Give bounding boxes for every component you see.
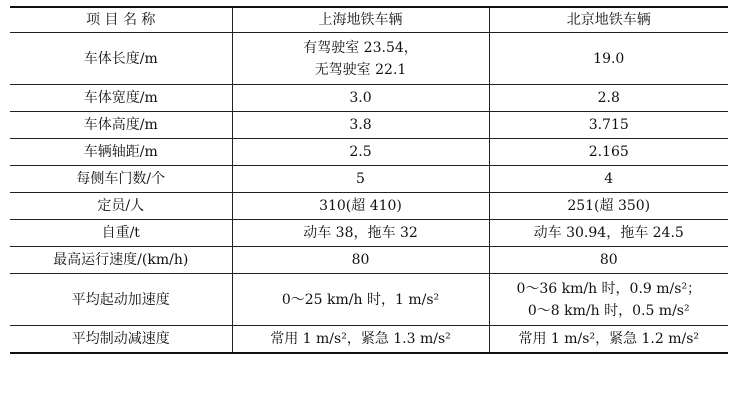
shanghai-value (232, 247, 489, 274)
shanghai-value (232, 193, 489, 220)
row-label: 每侧车门数/个 (10, 166, 232, 193)
header-shanghai: 上海地铁车辆 (232, 7, 489, 33)
shanghai-value-line: 无驾驶室 22.1 (314, 61, 407, 78)
beijing-value (489, 85, 728, 112)
row-label: 车体长度/m (10, 33, 232, 85)
table-row (10, 220, 728, 247)
shanghai-value-line: 动车 38，拖车 32 (303, 225, 418, 241)
beijing-value (489, 166, 728, 193)
table-row (10, 33, 728, 85)
beijing-value (489, 326, 728, 354)
shanghai-value-line: 3.0 (349, 90, 372, 106)
shanghai-value (232, 326, 489, 354)
table-row (10, 247, 728, 274)
beijing-value (489, 274, 728, 326)
beijing-value (489, 247, 728, 274)
shanghai-value (232, 220, 489, 247)
shanghai-value (232, 274, 489, 326)
header-row (10, 7, 728, 33)
shanghai-value-line: 0～25 km/h 时，1 m/s² (281, 291, 440, 308)
row-label: 车体宽度/m (10, 85, 232, 112)
table-row (10, 274, 728, 326)
beijing-value-line: 19.0 (593, 50, 625, 67)
table-body (10, 33, 728, 354)
beijing-value-line: 4 (604, 171, 614, 187)
spec-comparison-table (10, 6, 728, 354)
beijing-value-line: 2.8 (597, 90, 620, 106)
table-row (10, 112, 728, 139)
beijing-value-line: 0～36 km/h 时，0.9 m/s²； (516, 280, 702, 297)
row-label: 车辆轴距/m (10, 139, 232, 166)
table-row (10, 166, 728, 193)
shanghai-value (232, 112, 489, 139)
beijing-value-line: 0～8 km/h 时，0.5 m/s² (527, 302, 690, 319)
shanghai-value (232, 33, 489, 85)
row-label: 车体高度/m (10, 112, 232, 139)
beijing-value (489, 139, 728, 166)
table-row (10, 326, 728, 354)
header-item-name: 项 目 名 称 (10, 7, 232, 33)
row-label: 定员/人 (10, 193, 232, 220)
shanghai-value-line: 5 (356, 171, 365, 187)
beijing-value-line: 常用 1 m/s²，紧急 1.2 m/s² (518, 331, 700, 347)
shanghai-value-line: 有驾驶室 23.54， (303, 39, 418, 56)
shanghai-value (232, 85, 489, 112)
beijing-value (489, 112, 728, 139)
shanghai-value (232, 139, 489, 166)
beijing-value-line: 251(超 350) (567, 198, 651, 214)
beijing-value-line: 动车 30.94，拖车 24.5 (533, 225, 684, 241)
beijing-value (489, 33, 728, 85)
shanghai-value-line: 常用 1 m/s²，紧急 1.3 m/s² (270, 331, 451, 347)
row-label: 最高运行速度/(km/h) (10, 247, 232, 274)
beijing-value (489, 193, 728, 220)
table-row (10, 85, 728, 112)
table-row (10, 193, 728, 220)
shanghai-value-line: 2.5 (349, 144, 372, 160)
shanghai-value-line: 80 (351, 252, 370, 268)
beijing-value (489, 220, 728, 247)
shanghai-value (232, 166, 489, 193)
beijing-value-line: 3.715 (588, 117, 629, 133)
row-label: 自重/t (10, 220, 232, 247)
beijing-value-line: 2.165 (588, 144, 629, 160)
shanghai-value-line: 310(超 410) (319, 198, 402, 214)
row-label: 平均起动加速度 (10, 274, 232, 326)
row-label: 平均制动减速度 (10, 326, 232, 354)
shanghai-value-line: 3.8 (349, 117, 372, 133)
table-row (10, 139, 728, 166)
header-beijing: 北京地铁车辆 (489, 7, 728, 33)
beijing-value-line: 80 (599, 252, 618, 268)
